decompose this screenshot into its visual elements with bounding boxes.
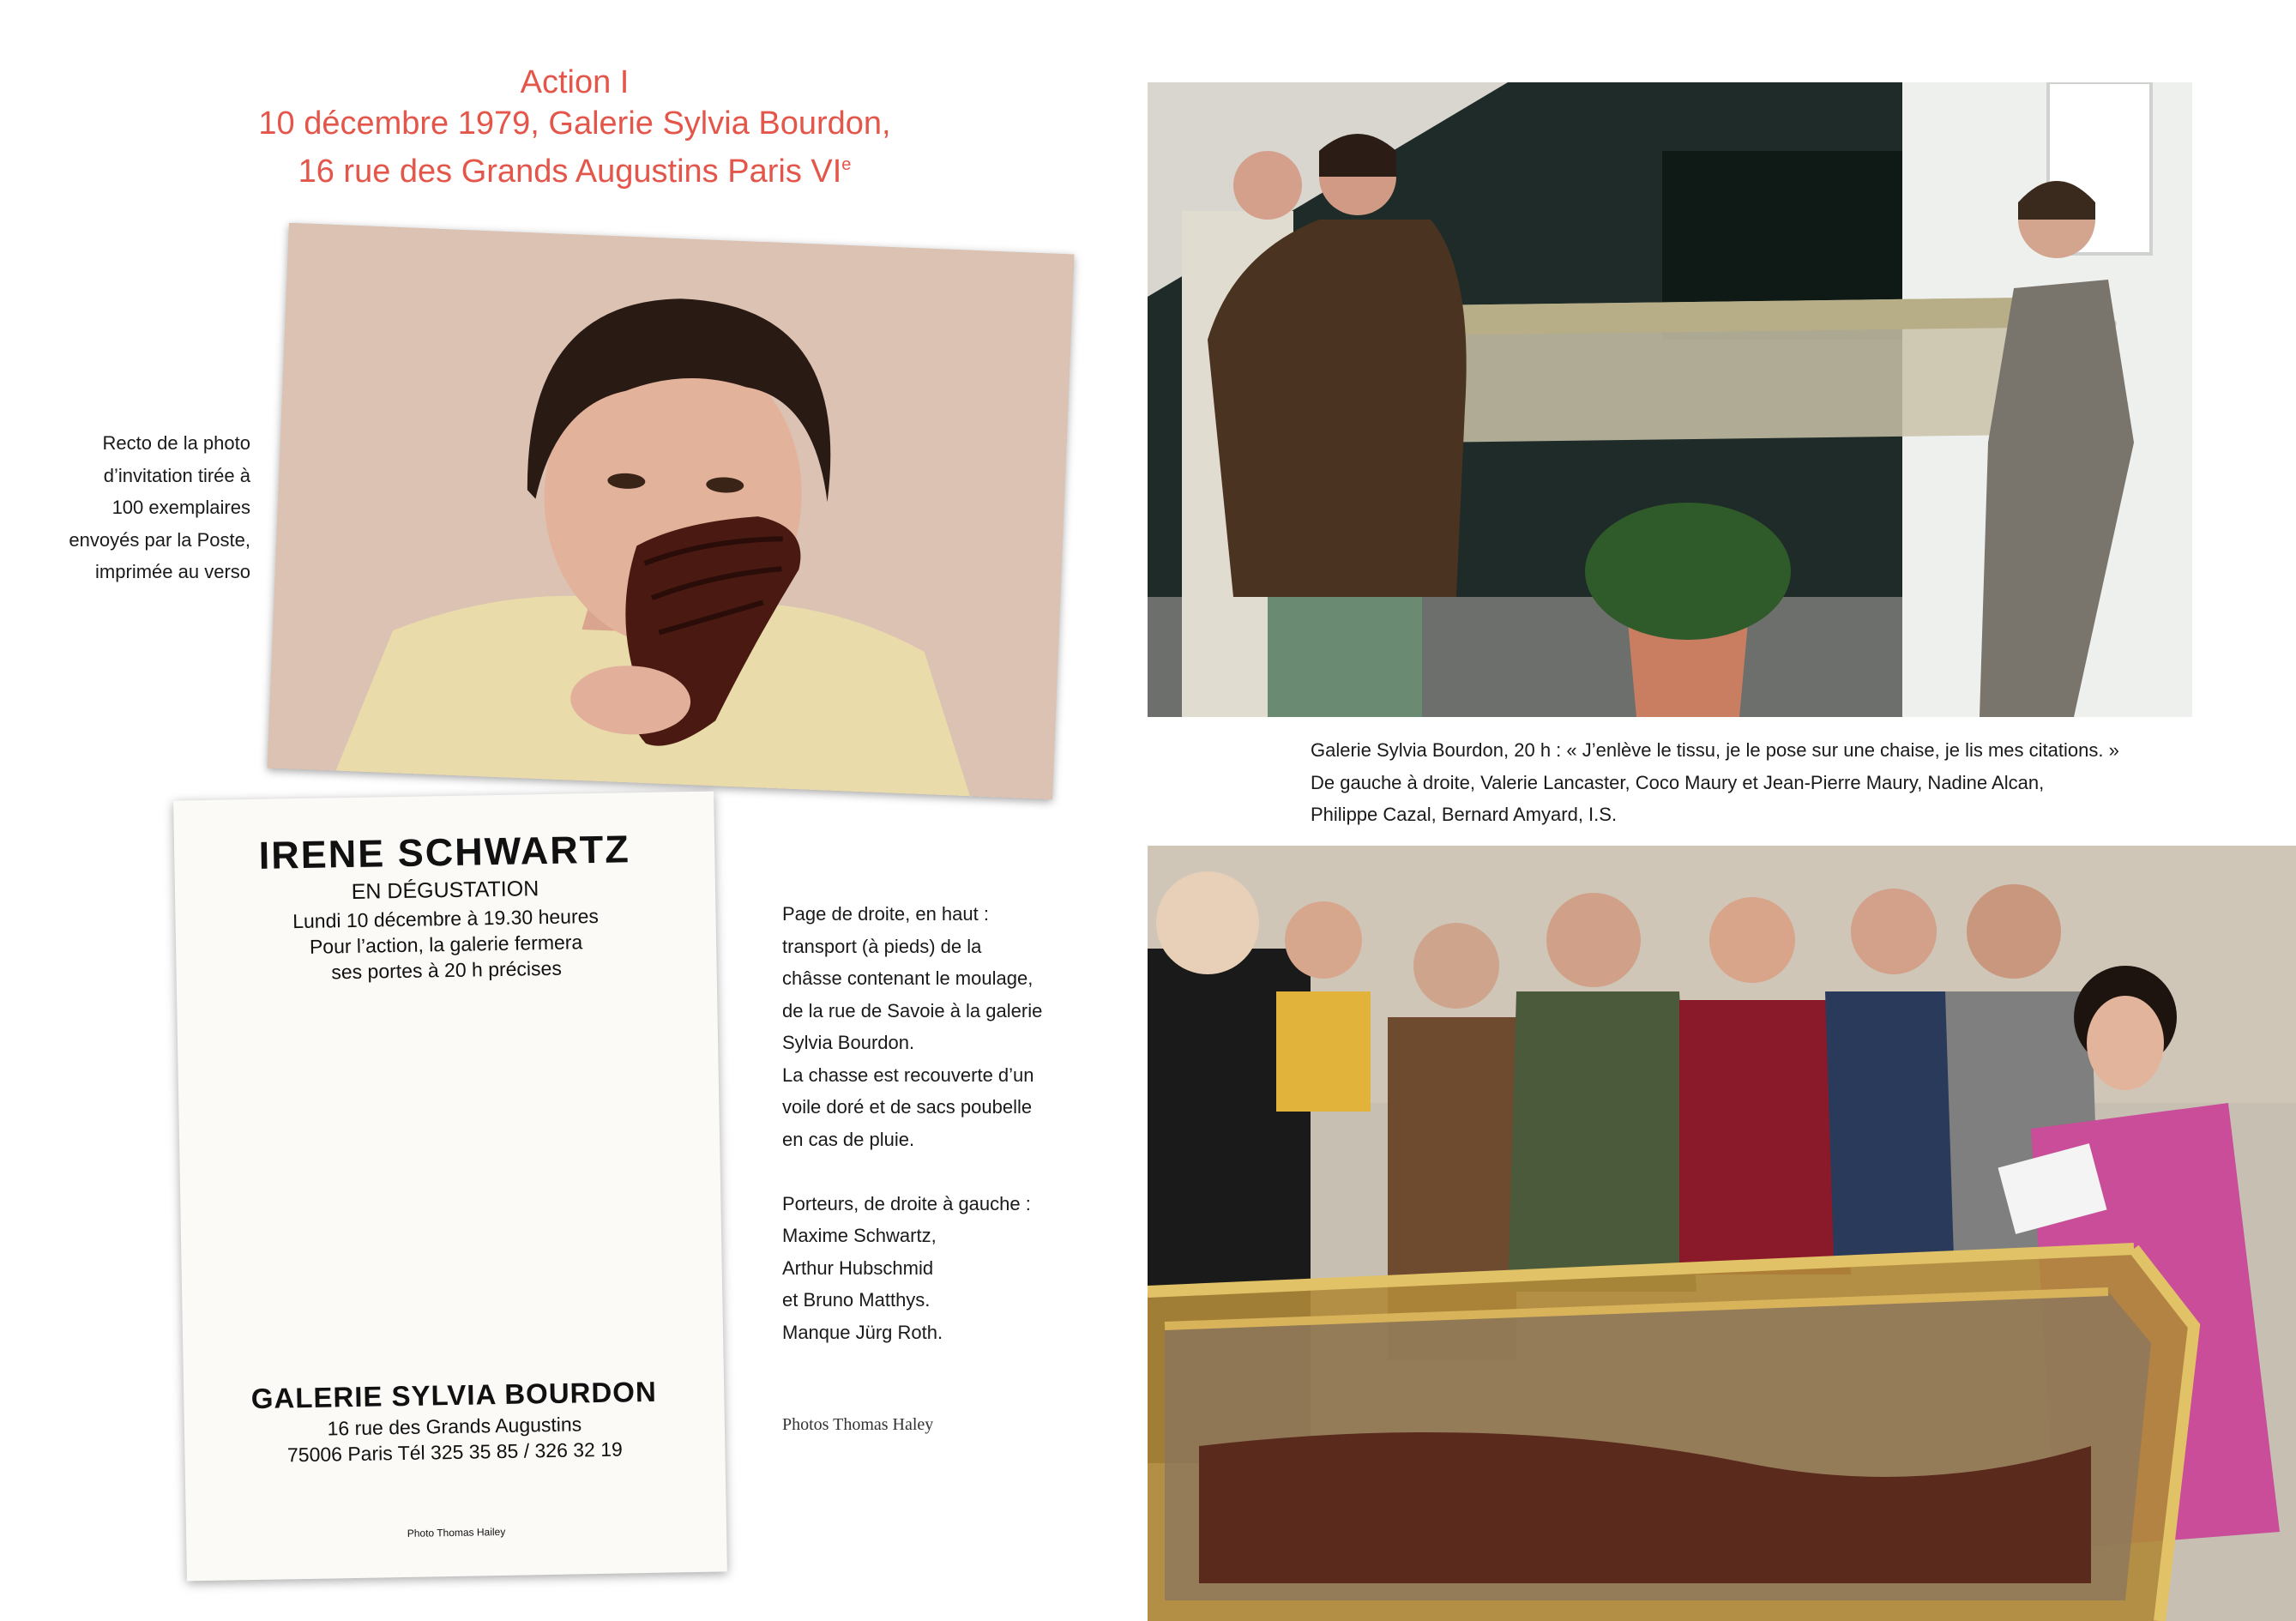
left-caption-line: envoyés par la Poste, [69, 528, 250, 551]
left-caption-line: 100 exemplaires [111, 497, 250, 518]
middle-caption-line: Maxime Schwartz, [782, 1225, 937, 1246]
middle-caption-line: et Bruno Matthys. [782, 1289, 931, 1311]
invitation-card [173, 792, 727, 1582]
title-line-3-sup: e [841, 155, 852, 174]
right-caption-line: Galerie Sylvia Bourdon, 20 h : « J’enlève le tissu, je le pose sur une chaise, je lis mes citations. » [1311, 739, 2119, 761]
reading-illustration [1148, 846, 2296, 1621]
card-info-line: Pour l’action, la galerie fermera [309, 931, 583, 958]
title-line-2: 10 décembre 1979, Galerie Sylvia Bourdon, [258, 105, 891, 142]
transport-illustration [1148, 82, 2192, 717]
title-line-1: Action I [520, 64, 630, 100]
middle-caption-line: transport (à pieds) de la [782, 935, 982, 957]
left-caption-line: d’invitation tirée à [103, 464, 250, 486]
card-date-line: Lundi 10 décembre à 19.30 heures [292, 904, 600, 933]
middle-caption-line: Sylvia Bourdon. [782, 1032, 915, 1053]
middle-caption [782, 898, 1065, 1348]
left-caption-line: imprimée au verso [95, 561, 250, 582]
card-address-line: 16 rue des Grands Augustins [327, 1413, 582, 1440]
middle-caption-line: en cas de pluie. [782, 1128, 915, 1150]
left-caption-line: Recto de la photo [102, 432, 250, 454]
middle-caption-line: Manque Jürg Roth. [782, 1321, 943, 1343]
middle-caption-line: Arthur Hubschmid [782, 1256, 934, 1279]
photos-credit: Photos Thomas Haley [782, 1415, 934, 1434]
card-address-line: 75006 Paris Tél 325 35 85 / 326 32 19 [286, 1437, 624, 1467]
right-caption [1311, 734, 2203, 831]
middle-caption-line: châsse contenant le moulage, [782, 967, 1034, 989]
card-photo-credit: Photo Thomas Hailey [407, 1525, 506, 1540]
transport-photo [1148, 82, 2192, 717]
left-caption [34, 427, 250, 588]
title-line-3 [232, 144, 918, 192]
right-caption-line: Philippe Cazal, Bernard Amyard, I.S. [1311, 804, 1618, 825]
invitation-photo [268, 223, 1075, 799]
middle-caption-line: Porteurs, de droite à gauche : [782, 1192, 1031, 1214]
card-subtitle: EN DÉGUSTATION [351, 877, 539, 904]
middle-caption-line: voile doré et de sacs poubelle [782, 1096, 1033, 1118]
middle-caption-line: La chasse est recouverte d’un [782, 1064, 1034, 1086]
portrait-illustration [268, 223, 1075, 799]
middle-caption-line: Page de droite, en haut : [782, 903, 989, 925]
title-line-3-text: 16 rue des Grands Augustins Paris VI [298, 154, 842, 190]
card-artist-name: IRENE SCHWARTZ [258, 827, 631, 877]
reading-photo [1148, 846, 2296, 1621]
middle-caption-line: de la rue de Savoie à la galerie [782, 999, 1043, 1021]
card-gallery-name: GALERIE SYLVIA BOURDON [250, 1375, 658, 1415]
right-caption-line: De gauche à droite, Valerie Lancaster, Coco Maury et Jean-Pierre Maury, Nadine Alcan, [1311, 771, 2045, 793]
card-info-line: ses portes à 20 h précises [331, 956, 563, 984]
page-title [232, 62, 918, 192]
